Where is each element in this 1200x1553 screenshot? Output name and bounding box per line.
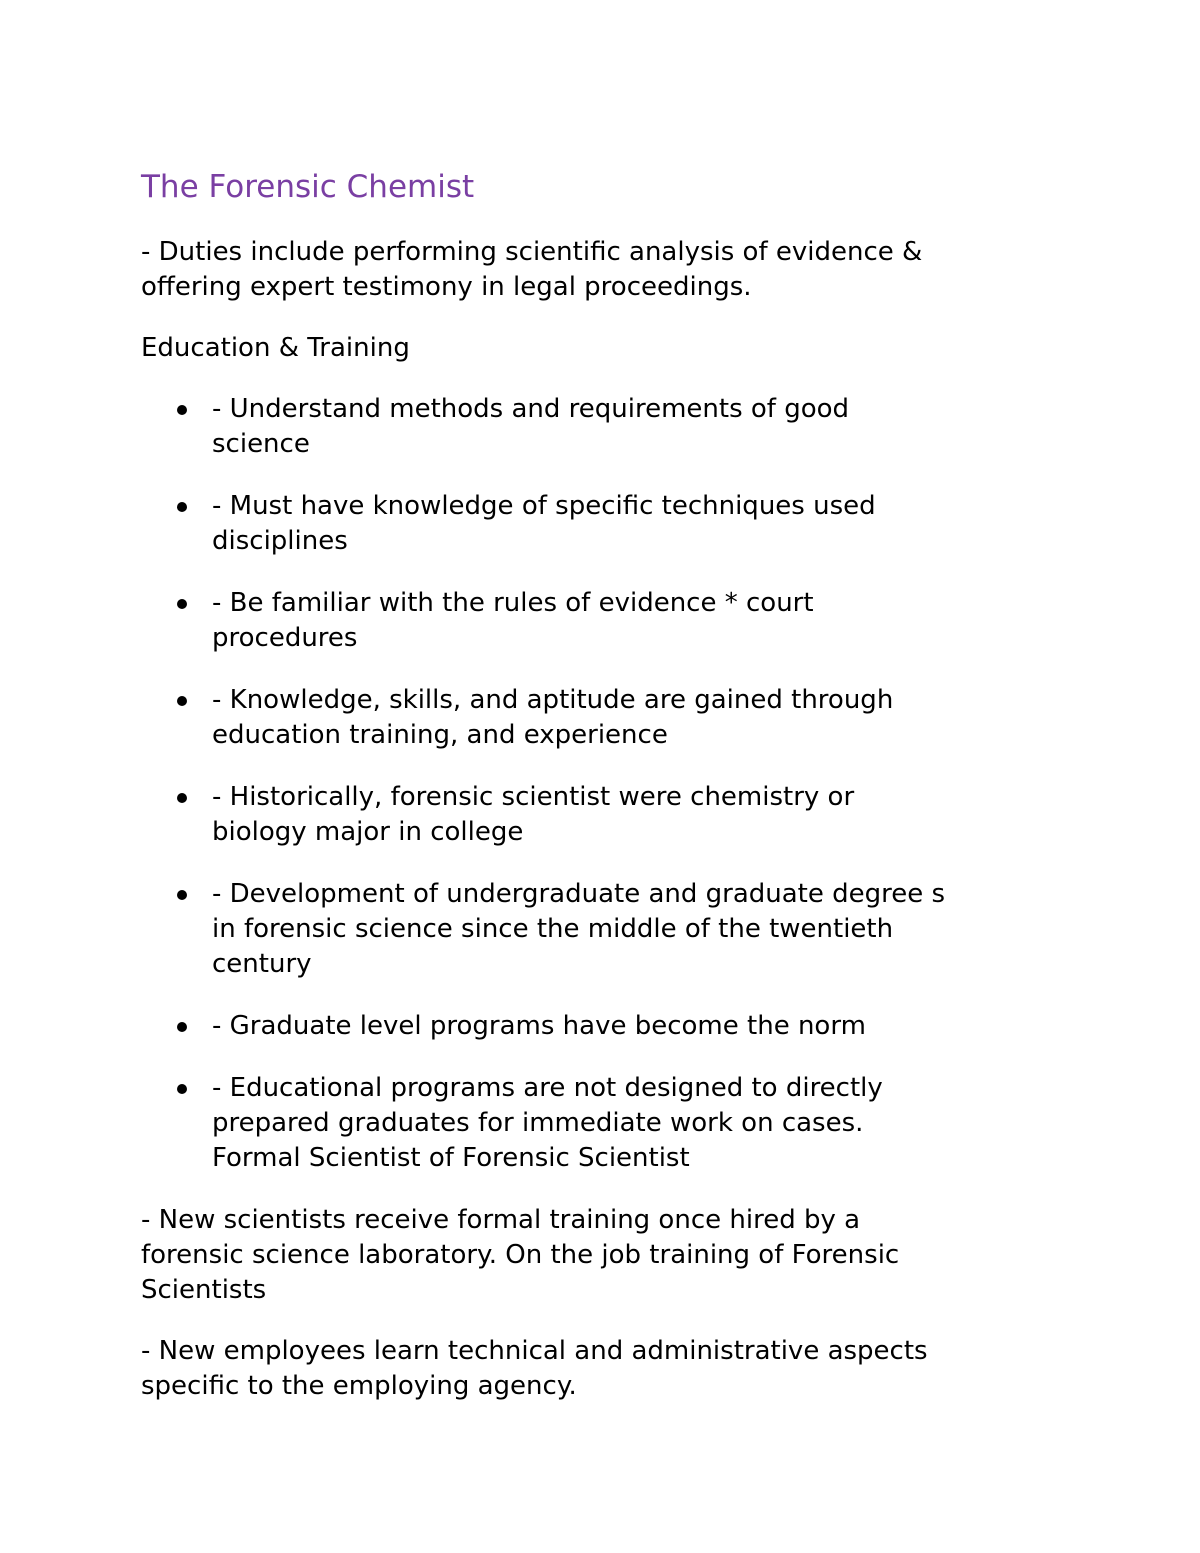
section-heading: Education & Training <box>141 333 410 363</box>
list-item-line: century <box>212 949 312 979</box>
intro-paragraph <box>141 235 1066 305</box>
list-item-line: - Educational programs are not designed to directly <box>212 1073 883 1103</box>
document-page <box>141 165 1066 1430</box>
paragraph-line: - New employees learn technical and administrative aspects <box>141 1336 928 1366</box>
list-item <box>141 877 1066 982</box>
list-item-line: disciplines <box>212 526 348 556</box>
intro-line: - Duties include performing scientific analysis of evidence & <box>141 237 923 267</box>
list-item-line: - Knowledge, skills, and aptitude are gained through <box>212 685 894 715</box>
bullet-list <box>141 392 1066 1176</box>
list-item <box>141 489 1066 559</box>
bullet-icon <box>177 1022 187 1032</box>
list-item-line: education training, and experience <box>212 720 668 750</box>
paragraph-line: Scientists <box>141 1275 267 1305</box>
bullet-icon <box>177 502 187 512</box>
paragraph-line: - New scientists receive formal training once hired by a <box>141 1205 861 1235</box>
list-item <box>141 780 1066 850</box>
bullet-icon <box>177 793 187 803</box>
intro-line: offering expert testimony in legal proceedings. <box>141 272 752 302</box>
list-item <box>141 683 1066 753</box>
bullet-icon <box>177 599 187 609</box>
bullet-icon <box>177 405 187 415</box>
list-item-line: biology major in college <box>212 817 524 847</box>
list-item-line: - Development of undergraduate and graduate degree s <box>212 879 946 909</box>
list-item-line: science <box>212 429 310 459</box>
paragraph-line: forensic science laboratory. On the job training of Forensic <box>141 1240 900 1270</box>
list-item <box>141 392 1066 462</box>
closing-paragraph <box>141 1203 1066 1308</box>
list-item <box>141 586 1066 656</box>
list-item-line: - Must have knowledge of specific techniques used <box>212 491 876 521</box>
document-title: The Forensic Chemist <box>141 169 475 205</box>
bullet-icon <box>177 890 187 900</box>
list-item-line: - Be familiar with the rules of evidence * court <box>212 588 814 618</box>
list-item-line: - Historically, forensic scientist were chemistry or <box>212 782 855 812</box>
list-item-line: in forensic science since the middle of the twentieth <box>212 914 894 944</box>
closing-paragraph <box>141 1334 1066 1404</box>
bullet-icon <box>177 1084 187 1094</box>
list-item <box>141 1009 1066 1044</box>
list-item-line: prepared graduates for immediate work on cases. <box>212 1108 864 1138</box>
bullet-icon <box>177 696 187 706</box>
list-item-line: Formal Scientist of Forensic Scientist <box>212 1143 690 1173</box>
paragraph-line: specific to the employing agency. <box>141 1371 577 1401</box>
list-item-line: - Understand methods and requirements of good <box>212 394 850 424</box>
list-item-line: procedures <box>212 623 358 653</box>
list-item-line: - Graduate level programs have become the norm <box>212 1011 866 1041</box>
list-item <box>141 1071 1066 1176</box>
